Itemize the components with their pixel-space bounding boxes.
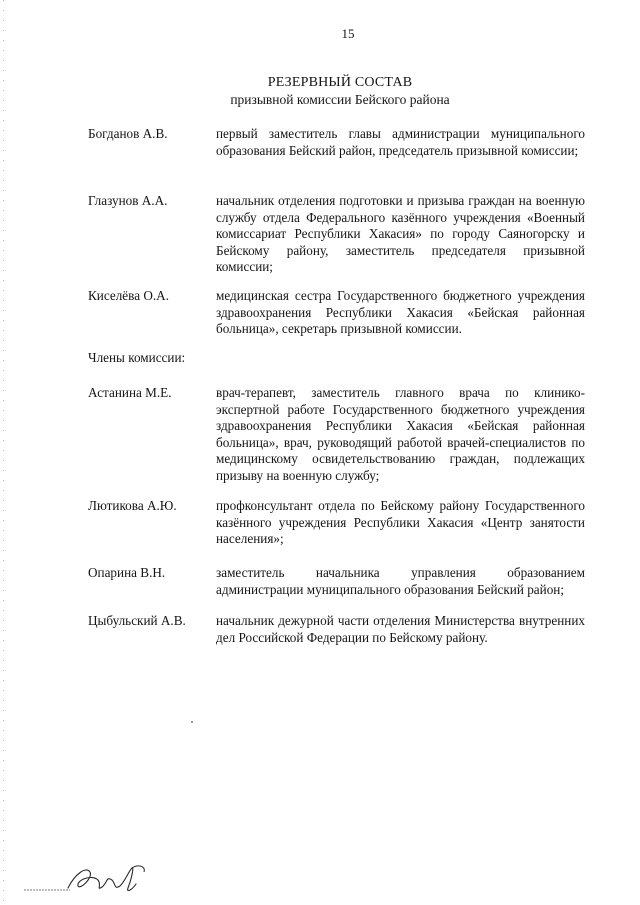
document-title bbox=[150, 74, 530, 108]
entry-member bbox=[88, 613, 588, 646]
entry-secretary bbox=[88, 288, 588, 338]
signature-icon bbox=[20, 860, 160, 898]
entry-role: начальник отделения подготовки и призыва граждан на военную службу отдела Федерального казённого учреждения «Военный комиссариат Республики Хакасия» по городу Саяногорску и Бейскому району, заместитель председателя призывной комиссии; bbox=[216, 193, 585, 275]
entry-role: врач-терапевт, заместитель главного врача по клинико-экспертной работе Государственного бюджетного учреждения здравоохранения Республики Хакасия «Бейская районная больница», врач, руководящий работой врачей-специалистов по медицинскому освидетельствованию граждан, подлежащих призыву на военную службу; bbox=[216, 385, 585, 483]
entry-role: медицинская сестра Государственного бюджетного учреждения здравоохранения Республики Хакасия «Бейская районная больница», секретарь призывной комиссии. bbox=[216, 288, 585, 337]
entry-role: профконсультант отдела по Бейскому району Государственного казённого учреждения Республики Хакасия «Центр занятости населения»; bbox=[216, 498, 585, 547]
entry-member bbox=[88, 498, 588, 548]
entry-member bbox=[88, 565, 588, 598]
entry-role: начальник дежурной части отделения Министерства внутренних дел Российской Федерации по Бейскому району. bbox=[216, 613, 585, 645]
entry-name: Цыбульский А.В. bbox=[88, 613, 186, 628]
page-number: 15 bbox=[341, 26, 355, 41]
title-main: РЕЗЕРВНЫЙ СОСТАВ bbox=[267, 75, 413, 90]
entry-name: Лютикова А.Ю. bbox=[88, 498, 177, 513]
entry-name: Глазунов А.А. bbox=[88, 193, 168, 208]
entry-name: Астанина М.Е. bbox=[88, 385, 172, 400]
entry-name: Киселёва О.А. bbox=[88, 288, 169, 303]
scan-speck bbox=[190, 720, 194, 724]
entry-role: заместитель начальника управления образованием администрации муниципального образования Бейский район; bbox=[216, 565, 585, 597]
entry-name: Богданов А.В. bbox=[88, 126, 168, 141]
entry-deputy-chairman bbox=[88, 193, 588, 276]
entry-member bbox=[88, 385, 588, 485]
members-heading: Члены комиссии: bbox=[88, 350, 186, 365]
entry-name: Опарина В.Н. bbox=[88, 565, 166, 580]
title-sub: призывной комиссии Бейского района bbox=[230, 92, 450, 107]
margin-scan-dots bbox=[2, 0, 5, 905]
entry-chairman bbox=[88, 126, 588, 159]
entry-role: первый заместитель главы администрации муниципального образования Бейский район, председатель призывной комиссии; bbox=[216, 126, 585, 158]
